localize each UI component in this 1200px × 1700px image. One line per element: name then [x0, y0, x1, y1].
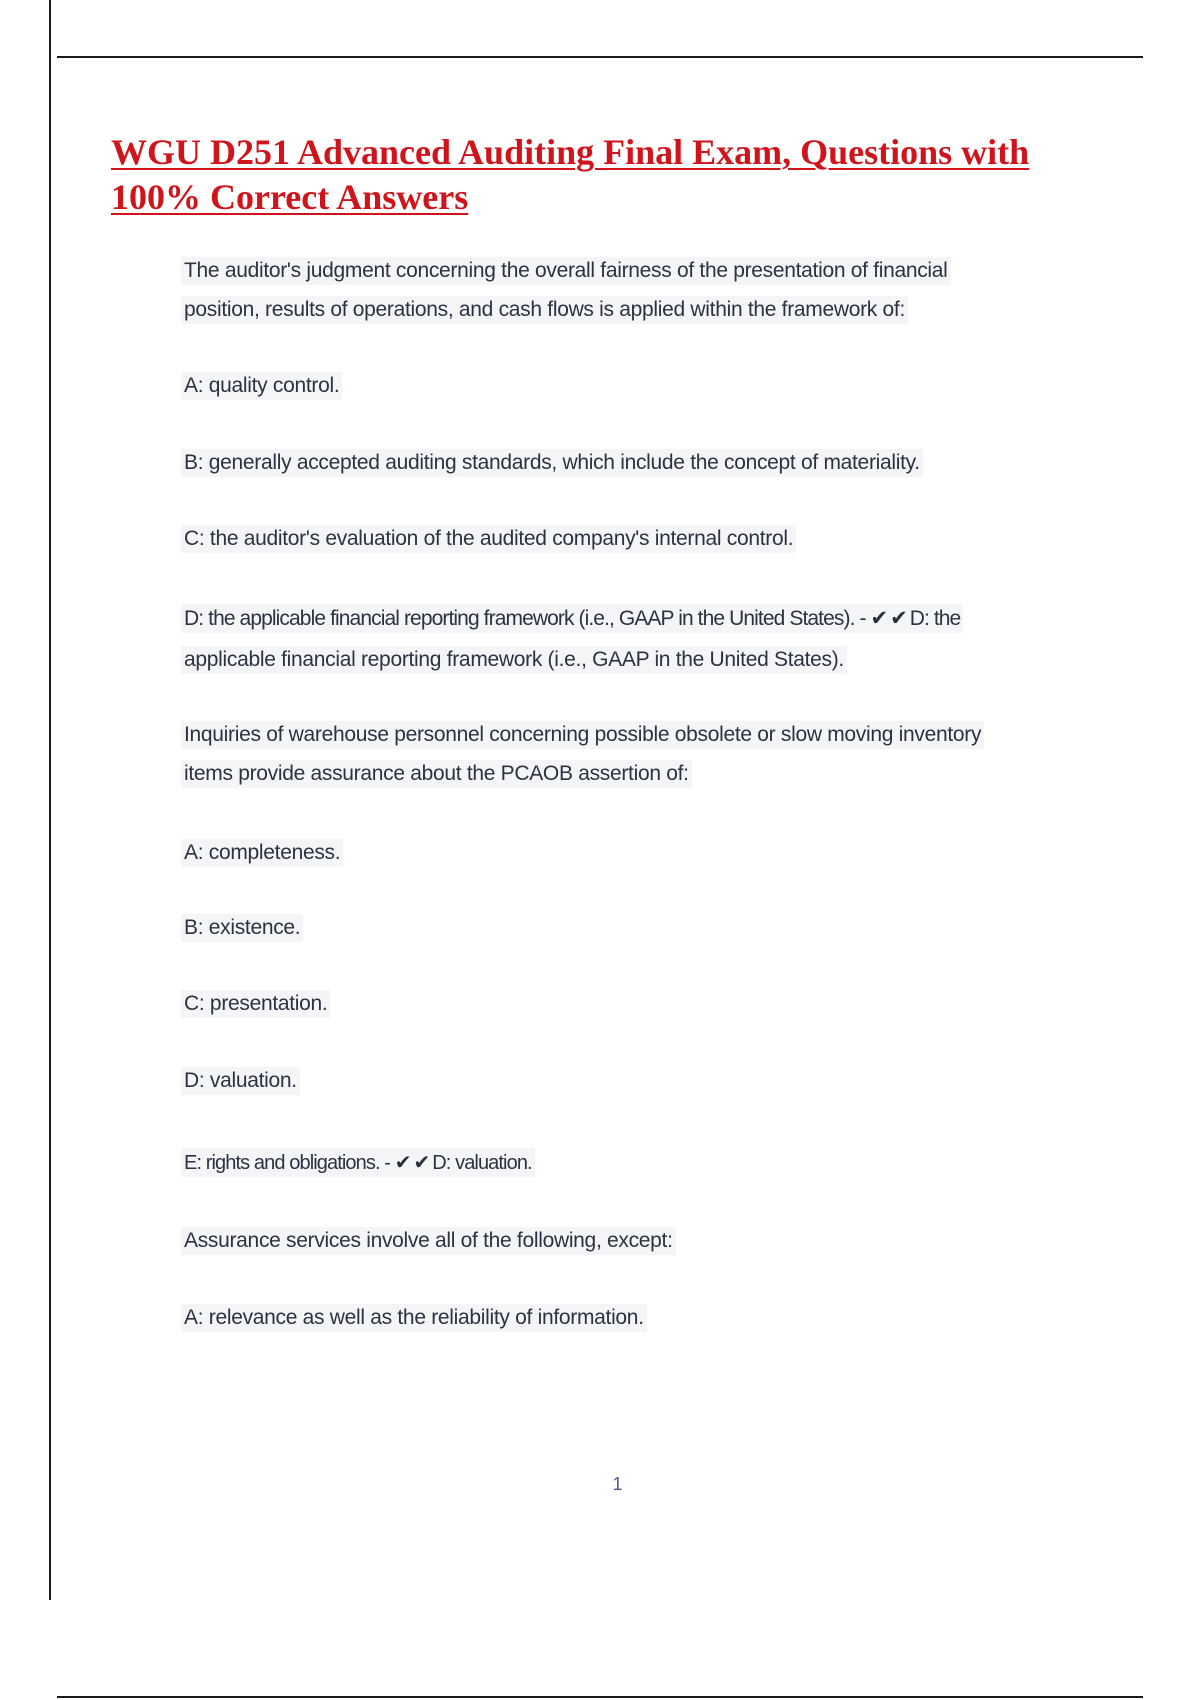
- question-1-stem-line-2: position, results of operations, and cash flows is applied within the framework of:: [181, 296, 908, 324]
- question-1-answer-continuation: applicable financial reporting framework (i.e., GAAP in the United States).: [181, 646, 847, 674]
- question-2-stem-line-2: items provide assurance about the PCAOB assertion of:: [181, 760, 692, 788]
- checkmark-icon: ✔✔: [394, 1150, 433, 1174]
- question-2-stem-line-1: Inquiries of warehouse personnel concerning possible obsolete or slow moving inventory: [181, 721, 984, 749]
- checkmark-icon: ✔✔: [870, 606, 910, 630]
- left-margin-rule: [49, 0, 51, 1600]
- question-1-option-b: B: generally accepted auditing standards, which include the concept of materiality.: [181, 449, 923, 477]
- question-1-answer-line: [181, 604, 963, 633]
- question-2-option-c: C: presentation.: [181, 990, 330, 1018]
- question-1-answer-prefix: D: the applicable financial reporting framework (i.e., GAAP in the United States). -: [184, 607, 866, 630]
- question-1-option-c: C: the auditor's evaluation of the audited company's internal control.: [181, 525, 796, 553]
- question-3-stem-line-1: Assurance services involve all of the following, except:: [181, 1227, 676, 1255]
- question-1-stem-line-1: The auditor's judgment concerning the overall fairness of the presentation of financial: [181, 257, 951, 285]
- header-rule: [57, 56, 1143, 58]
- page-number: 1: [612, 1474, 623, 1494]
- question-2-answer-prefix: E: rights and obligations. -: [184, 1152, 391, 1174]
- footer-rule: [57, 1696, 1143, 1698]
- question-3-option-a: A: relevance as well as the reliability of information.: [181, 1304, 647, 1332]
- question-1-option-a: A: quality control.: [181, 372, 342, 400]
- question-2-option-d: D: valuation.: [181, 1067, 300, 1095]
- question-2-answer-line: [181, 1148, 535, 1177]
- question-2-option-a: A: completeness.: [181, 839, 343, 867]
- question-2-option-b: B: existence.: [181, 914, 303, 942]
- question-1-answer-suffix: D: the: [909, 607, 961, 630]
- document-title: WGU D251 Advanced Auditing Final Exam, Questions with 100% Correct Answers: [111, 132, 1030, 217]
- question-2-answer-suffix: D: valuation.: [432, 1152, 532, 1174]
